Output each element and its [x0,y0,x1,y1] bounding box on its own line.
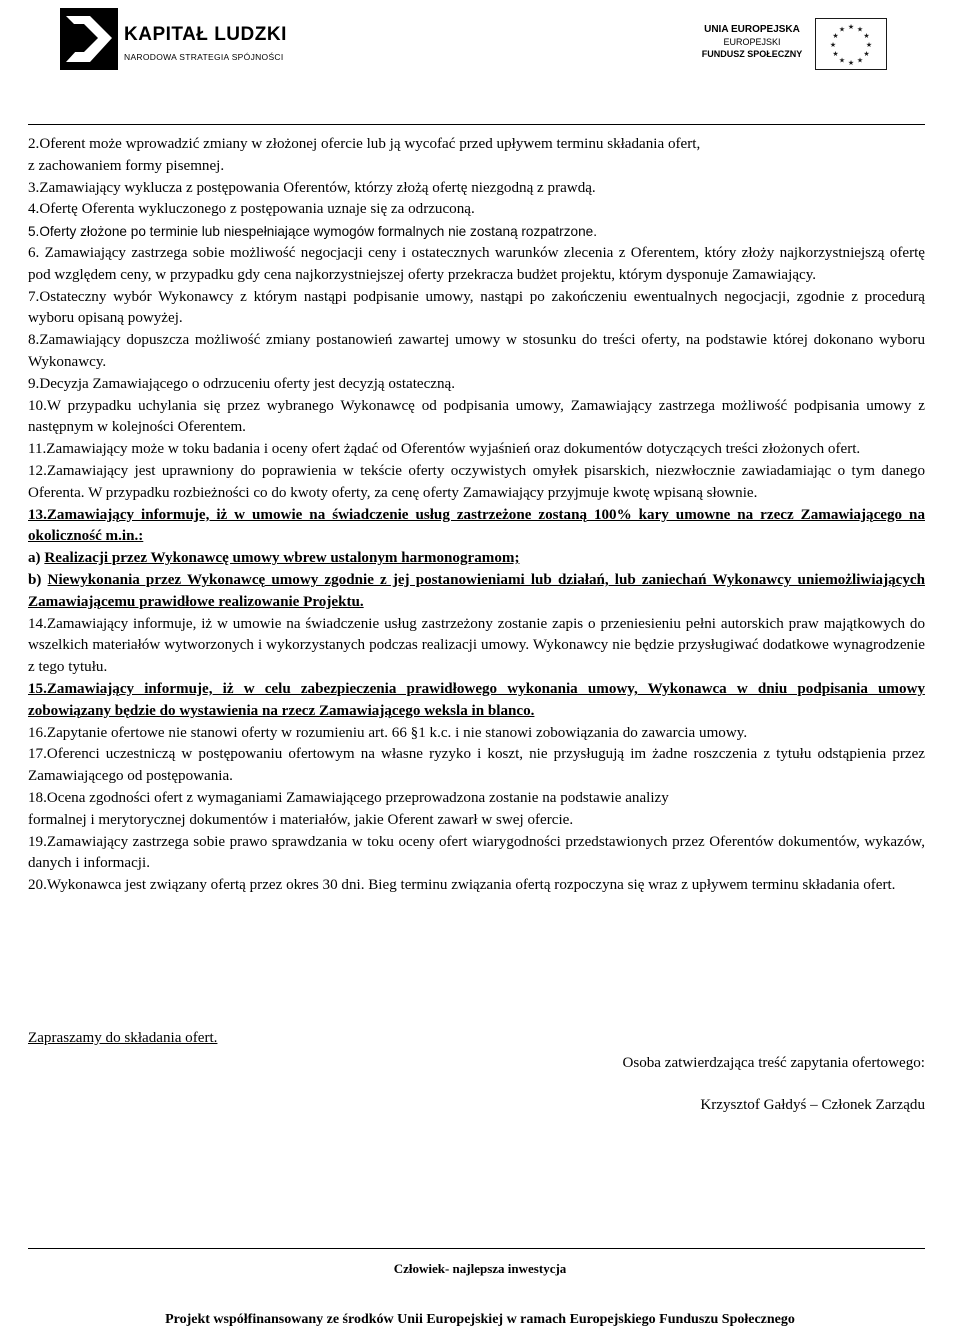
item-2a: 2.Oferent może wprowadzić zmiany w złożonej ofercie lub ją wycofać przed upływem terminu składania ofert, [28,136,701,152]
svg-text:★: ★ [847,23,855,31]
footer-slogan: Człowiek- najlepsza inwestycja [393,1261,567,1276]
approver-label: Osoba zatwierdzająca treść zapytania ofertowego: [622,1055,925,1071]
document-body [28,134,925,897]
svg-text:★: ★ [832,50,839,58]
item-12: 12.Zamawiający jest uprawniony do poprawienia w tekście oferty oczywistych omyłek pisarskich, niezwłocznie zawiadamiając o tym danego Oferenta. W przypadku rozbieżności co do kwoty oferty, za cenę oferty Zamawiający przyjmuje kwotę wpisaną słownie. [28,462,925,501]
item-20: 20.Wykonawca jest związany ofertą przez okres 30 dni. Bieg terminu związania ofertą rozpoczyna się wraz z upływem terminu składania ofert. [28,877,896,894]
item-18a: 18.Ocena zgodności ofert z wymaganiami Zamawiającego przeprowadzona zostanie na podstawie analizy [28,789,669,806]
eu-logo-line2: EUROPEJSKI [723,37,781,47]
logo-left-subtitle: NARODOWA STRATEGIA SPÓJNOŚCI [124,52,284,62]
svg-text:★: ★ [865,41,873,49]
eu-logo-line3: FUNDUSZ SPOŁECZNY [701,49,803,59]
svg-text:★: ★ [863,32,870,40]
item-3: 3.Zamawiający wyklucza z postępowania Oferentów, którzy złożą ofertę niezgodną z prawdą. [28,179,596,196]
svg-text:★: ★ [856,25,864,34]
svg-text:★: ★ [838,56,846,65]
svg-text:★: ★ [829,41,837,49]
item-11: 11.Zamawiający może w toku badania i oceny ofert żądać od Oferentów wyjaśnień oraz dokumentów dotyczących treści złożonych ofert. [28,441,861,458]
svg-text:★: ★ [838,25,846,34]
item-7: 7.Ostateczny wybór Wykonawcy z którym nastąpi podpisanie umowy, nastąpi po zakończeniu ewentualnych negocjacji, zgodnie z procedurą wyboru opisaną powyżej. [28,288,925,327]
item-13a [28,548,925,570]
eu-logo [700,18,890,74]
item-13b-prefix: b) [28,571,48,588]
footer-funding-note: Projekt współfinansowany ze środków Unii Europejskiej w ramach Europejskiego Funduszu Społecznego [165,1312,795,1327]
svg-text:★: ★ [856,56,864,65]
item-14: 14.Zamawiający informuje, iż w umowie na świadczenie usług zastrzeżony zostanie zapis o przeniesieniu pełni autorskich praw majątkowych do wszelkich materiałów wytworzonych i wykorzystanych podczas realizacji umowy. Wykonawcy nie będzie przysługiwać dodatkowe wynagrodzenie z tego tytułu. [28,615,925,676]
item-19: 19.Zamawiający zastrzega sobie prawo sprawdzania w toku oceny ofert wiarygodności przedstawionych przez Oferentów dokumentów, wykazów, danych i informacji. [28,833,925,872]
item-9: 9.Decyzja Zamawiającego o odrzuceniu oferty jest decyzją ostateczną. [28,375,456,392]
item-13b-text: Niewykonania przez Wykonawcę umowy zgodnie z jej postanowieniami lub działań, lub zaniechań Wykonawcy uniemożliwiających Zamawiającemu prawidłowe realizowanie Projektu. [28,571,925,610]
item-16: 16.Zapytanie ofertowe nie stanowi oferty w rozumieniu art. 66 §1 k.c. i nie stanowi zobowiązania do zawarcia umowy. [28,724,748,741]
svg-text:★: ★ [863,50,870,58]
item-18b: formalnej i merytorycznej dokumentów i materiałów, jakie Oferent zawarł w swej ofercie. [28,811,574,828]
signer-name: Krzysztof Gałdyś – Członek Zarządu [700,1097,925,1113]
kapital-ludzki-emblem-icon [60,8,118,70]
item-15: 15.Zamawiający informuje, iż w celu zabezpieczenia prawidłowego wykonania umowy, Wykonawca w dniu podpisania umowy zobowiązany będzie do wystawienia na rzecz Zamawiającego weksla in blanco. [28,680,925,719]
eu-flag-icon [815,18,887,70]
item-5: 5.Oferty złożone po terminie lub niespełniające wymogów formalnych nie zostaną rozpatrzone. [28,224,597,240]
item-2b: z zachowaniem formy pisemnej. [28,157,225,174]
eu-logo-text [700,24,804,60]
invitation-text: Zapraszamy do składania ofert. [28,1030,218,1046]
eu-logo-line1: UNIA EUROPEJSKA [704,24,800,35]
page-header [0,0,960,100]
item-13a-text: Realizacji przez Wykonawcę umowy wbrew ustalonym harmonogramom; [44,550,520,567]
footer-divider [28,1248,925,1249]
header-divider [28,124,925,125]
item-8: 8.Zamawiający dopuszcza możliwość zmiany postanowień zawartej umowy w stosunku do treści oferty, na podstawie której dokonano wyboru Wykonawcy. [28,332,925,370]
logo-left-title: KAPITAŁ LUDZKI [124,24,287,45]
item-13b [28,570,925,614]
item-17: 17.Oferenci uczestniczą w postępowaniu ofertowym na własne ryzyko i koszt, nie przysługują im żadne roszczenia z tytułu odstąpienia przez Zamawiającego od postępowania. [28,746,925,785]
item-10: 10.W przypadku uchylania się przez wybranego Wykonawcę od podpisania umowy, Zamawiający zastrzega możliwość podpisania umowy z następnym w kolejności Oferentem. [28,397,925,436]
svg-text:★: ★ [847,59,855,67]
item-13: 13.Zamawiający informuje, iż w umowie na świadczenie usług zastrzeżone zostaną 100% kary umowne na rzecz Zamawiającego na okoliczność m.in.: [28,506,925,545]
item-4: 4.Ofertę Oferenta wykluczonego z postępowania uznaje się za odrzuconą. [28,201,475,218]
item-13a-prefix: a) [28,550,45,567]
svg-text:★: ★ [832,32,839,40]
kapital-ludzki-logo [58,8,298,70]
item-6: 6. Zamawiający zastrzega sobie możliwość negocjacji ceny i ostatecznych warunków zlecenia z Oferentem, który złoży najkorzystniejszą ofertę pod względem ceny, w przypadku gdy cena najkorzystniejszej oferty przekracza budżet projektu, którym dysponuje Zamawiający. [28,244,925,283]
